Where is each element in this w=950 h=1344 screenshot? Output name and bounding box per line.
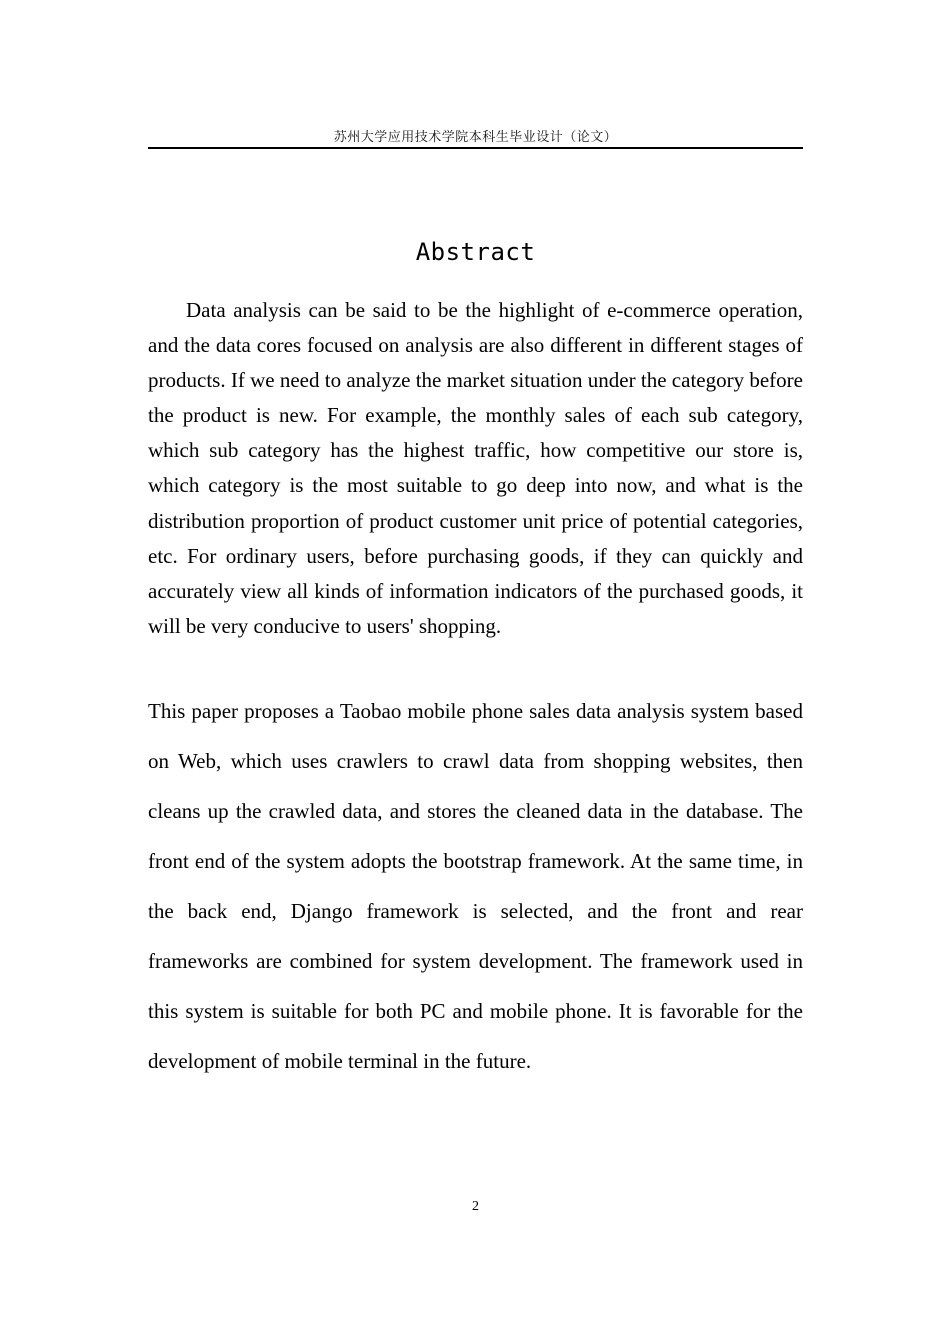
abstract-paragraph-2: This paper proposes a Taobao mobile phone sales data analysis system based on Web, which uses crawlers to crawl data from shopping websites, then cleans up the crawled data, and stores the cleaned data in the database. The front end of the system adopts the bootstrap framework. At the same time, in the back end, Django framework is selected, and the front and rear frameworks are combined for system development. The framework used in this system is suitable for both PC and mobile phone. It is favorable for the development of mobile terminal in the future. [148,699,803,1073]
abstract-paragraph-1: Data analysis can be said to be the highlight of e-commerce operation, and the data cores focused on analysis are also different in different stages of products. If we need to analyze the market situation under the category before the product is new. For example, the monthly sales of each sub category, which sub category has the highest traffic, how competitive our store is, which category is the most suitable to go deep into now, and what is the distribution proportion of product customer unit price of potential categories, etc. For ordinary users, before purchasing goods, if they can quickly and accurately view all kinds of information indicators of the purchased goods, it will be very conducive to users' shopping. [148,298,803,638]
running-header: 苏州大学应用技术学院本科生毕业设计（论文） [333,130,618,145]
page-number: 2 [472,1199,479,1214]
abstract-title: Abstract [415,238,536,266]
header-rule [148,147,803,149]
